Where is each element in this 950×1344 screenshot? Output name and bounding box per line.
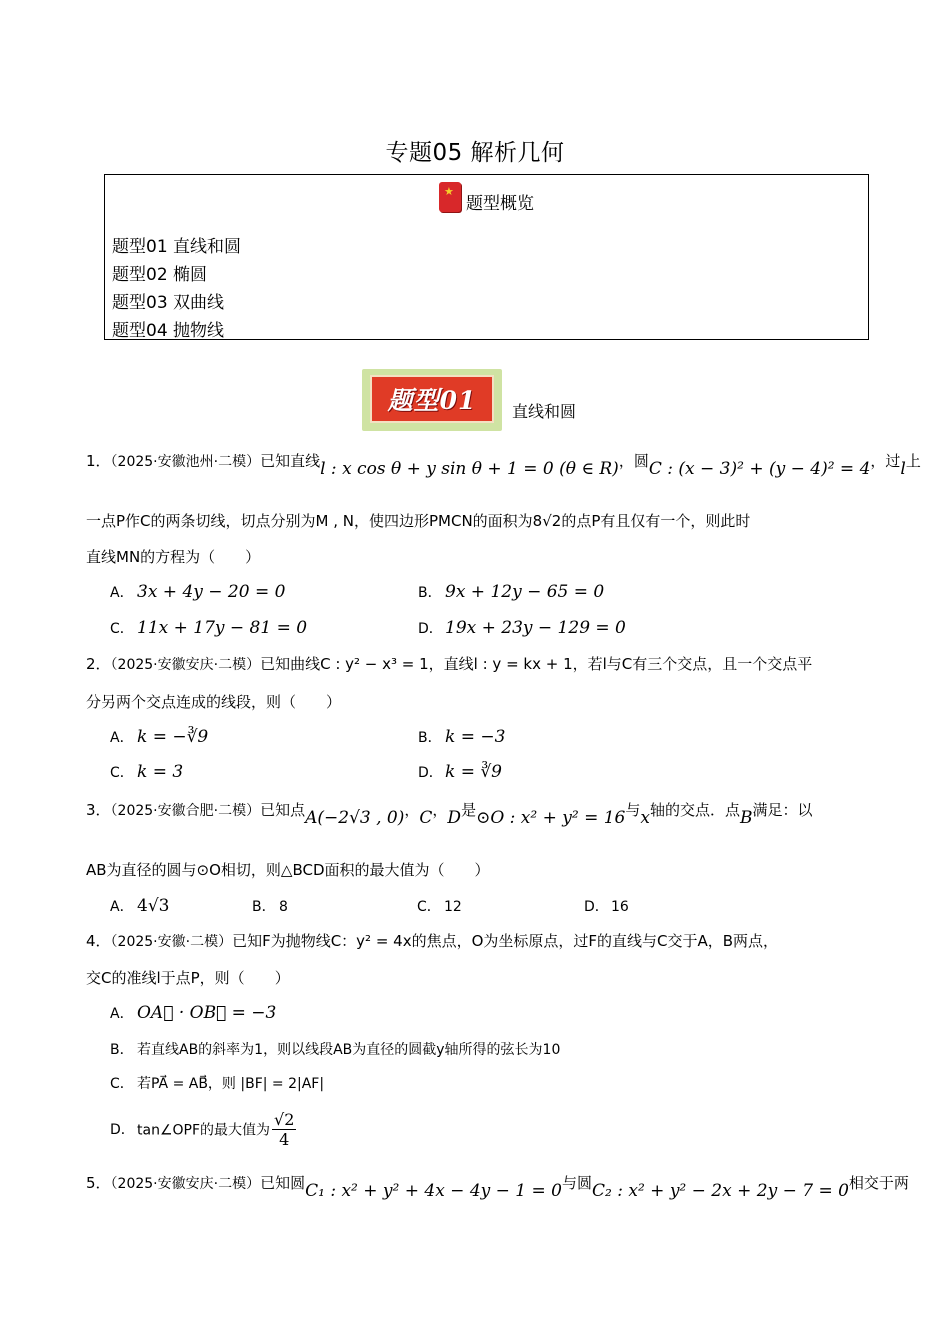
question-text: 与 [625, 801, 641, 819]
option-label: A． [110, 899, 134, 915]
question-number: 3． [86, 801, 111, 819]
option-text: 9x + 12y − 65 = 0 [445, 582, 605, 602]
question-1-line-2: 一点P作C的两条切线，切点分别为M , N，使四边形PMCN的面积为8√2的点P有且仅有一个，则此时 [86, 512, 751, 530]
question-1-line-3: 直线MN的方程为（ ） [86, 548, 261, 566]
option-text: tan∠OPF的最大值为 [137, 1122, 271, 1139]
math-expression: A(−2√3 , 0) [305, 808, 405, 828]
overview-item: 题型02 椭圆 [112, 265, 208, 285]
question-source: （2025·安徽池州·二模） [110, 454, 261, 470]
question-source: （2025·安徽·二模） [110, 934, 233, 950]
option-label: B． [418, 730, 442, 746]
option-text: k = −∛9 [137, 727, 209, 747]
question-2-line-2: 分另两个交点连成的线段，则（ ） [86, 693, 342, 711]
answer-option[interactable] [418, 582, 604, 602]
section-title: 直线和圆 [512, 402, 577, 421]
question-number: 4． [86, 932, 111, 950]
question-text: 轴的交点．点 [649, 801, 740, 819]
question-4-line-1 [86, 930, 778, 951]
math-expression: B [739, 808, 753, 828]
question-text: 已知F为抛物线C：y² = 4x的焦点，O为坐标原点，过F的直线与C交于A，B两点， [232, 932, 779, 950]
answer-option[interactable] [417, 896, 462, 916]
option-text: 19x + 23y − 129 = 0 [445, 618, 626, 638]
option-text: 8 [279, 899, 288, 915]
option-text: 若直线AB的斜率为1，则以线段AB为直径的圆截y轴所得的弦长为10 [137, 1042, 561, 1058]
overview-list [112, 233, 241, 345]
question-text: ， [404, 801, 420, 819]
math-expression: C [419, 808, 433, 828]
section-badge-label: 题型01 [370, 375, 494, 423]
question-text: 与圆 [562, 1174, 593, 1192]
question-text: 已知直线 [260, 452, 321, 470]
option-label: A． [110, 1006, 134, 1022]
option-text: 若PA⃗ = AB⃗，则 |BF| = 2|AF| [137, 1076, 325, 1092]
answer-option[interactable] [418, 727, 505, 747]
question-text: ，圆 [618, 452, 649, 470]
answer-option[interactable] [252, 896, 288, 916]
answer-option[interactable] [418, 618, 626, 638]
question-text: 满足：以 [752, 801, 813, 819]
question-3-line-1 [86, 799, 813, 828]
question-text: 已知点 [260, 801, 306, 819]
option-text: 16 [611, 899, 629, 915]
question-source: （2025·安徽合肥·二模） [110, 803, 261, 819]
overview-item: 题型01 直线和圆 [112, 237, 242, 257]
question-2-line-1 [86, 653, 812, 674]
answer-option[interactable] [110, 896, 169, 916]
answer-option[interactable] [110, 762, 183, 782]
math-expression: ⊙O : x² + y² = 16 [476, 808, 626, 828]
question-number: 5． [86, 1174, 111, 1192]
question-number: 2． [86, 655, 111, 673]
option-text: 12 [444, 899, 462, 915]
option-label: D． [418, 765, 443, 781]
math-expression: l [900, 459, 906, 479]
option-label: C． [110, 765, 134, 781]
answer-option[interactable] [418, 762, 502, 782]
section-badge [362, 369, 502, 431]
answer-option[interactable] [110, 582, 285, 602]
overview-header [439, 179, 534, 214]
fraction [272, 1110, 296, 1149]
option-label: C． [110, 621, 134, 637]
question-source: （2025·安徽安庆·二模） [110, 1176, 261, 1192]
option-text: k = ∛9 [445, 762, 503, 782]
option-label: B． [252, 899, 276, 915]
option-label: A． [110, 730, 134, 746]
question-text: 已知圆 [260, 1174, 306, 1192]
question-number: 1． [86, 452, 111, 470]
math-expression: C₂ : x² + y² − 2x + 2y − 7 = 0 [592, 1181, 849, 1201]
option-text: k = −3 [445, 727, 506, 747]
math-expression: D [447, 808, 462, 828]
answer-option[interactable] [110, 1039, 560, 1059]
math-expression: C : (x − 3)² + (y − 4)² = 4 [648, 459, 871, 479]
option-label: C． [110, 1076, 134, 1092]
option-label: D． [418, 621, 443, 637]
option-label: C． [417, 899, 441, 915]
overview-item: 题型03 双曲线 [112, 293, 225, 313]
math-expression: l : x cos θ + y sin θ + 1 = 0 (θ ∈ R) [320, 459, 619, 479]
answer-option[interactable] [110, 1073, 324, 1093]
question-text: ， [432, 801, 448, 819]
option-label: A． [110, 585, 134, 601]
answer-option[interactable] [110, 618, 307, 638]
question-4-line-2: 交C的准线l于点P，则（ ） [86, 969, 290, 987]
answer-option[interactable] [584, 896, 629, 916]
fraction-numerator: √2 [274, 1110, 295, 1129]
option-label: B． [110, 1042, 134, 1058]
question-text: 相交于两 [848, 1174, 909, 1192]
option-label: D． [584, 899, 609, 915]
fraction-denominator: 4 [279, 1130, 290, 1149]
question-text: 已知曲线C : y² − x³ = 1，直线l : y = kx + 1，若l与C有三个交点，且一个交点平 [260, 655, 813, 673]
question-3-line-2: AB为直径的圆与⊙O相切，则△BCD面积的最大值为（ ） [86, 861, 490, 879]
answer-option[interactable] [110, 1003, 276, 1023]
page-title: 专题05 解析几何 [385, 140, 565, 166]
option-label: B． [418, 585, 442, 601]
overview-heading: 题型概览 [466, 194, 534, 214]
book-icon [439, 182, 461, 212]
question-source: （2025·安徽安庆·二模） [110, 657, 261, 673]
option-text: 3x + 4y − 20 = 0 [137, 582, 286, 602]
question-1-line-1 [86, 450, 921, 479]
answer-option[interactable] [110, 727, 208, 747]
math-expression: C₁ : x² + y² + 4x − 4y − 1 = 0 [305, 1181, 562, 1201]
option-text: 11x + 17y − 81 = 0 [137, 618, 308, 638]
math-expression: x [640, 808, 650, 828]
option-label: D． [110, 1121, 135, 1138]
overview-item: 题型04 抛物线 [112, 321, 225, 341]
option-text: OA⃗ · OB⃗ = −3 [137, 1003, 277, 1023]
question-text: ，过 [870, 452, 901, 470]
question-5-line-1 [86, 1172, 909, 1201]
option-text: 4√3 [137, 896, 170, 916]
overview-box [104, 174, 869, 340]
question-text: 上 [905, 452, 921, 470]
question-text: 是 [461, 801, 477, 819]
answer-option[interactable] [110, 1110, 296, 1149]
option-text: k = 3 [137, 762, 184, 782]
